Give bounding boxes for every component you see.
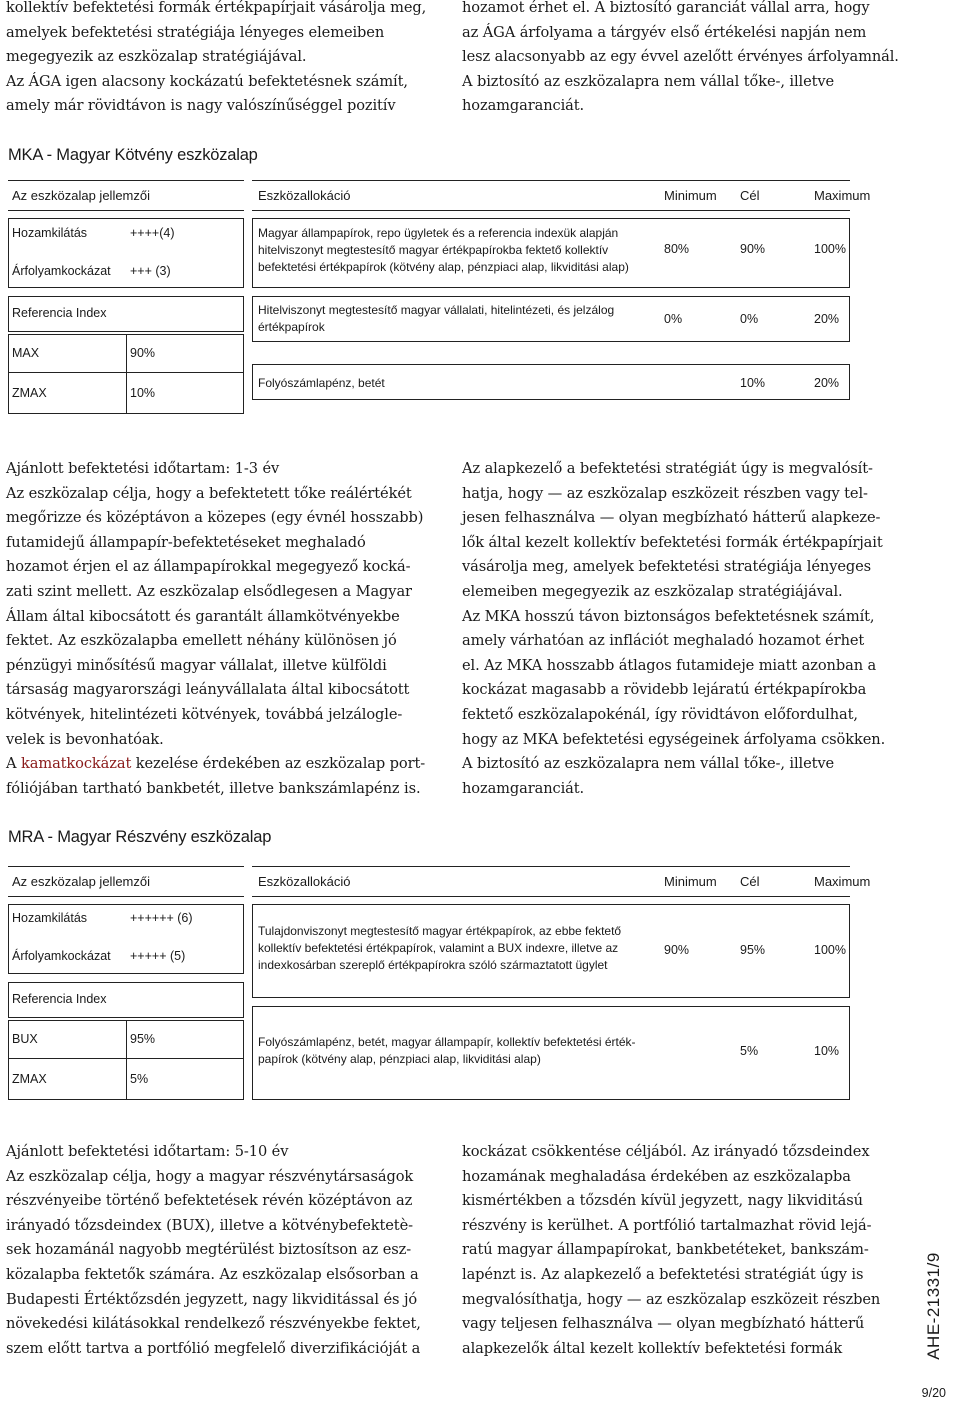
header-rule [252,866,850,867]
allocation-description [258,225,658,276]
text-fragment: kezelése érdekében az eszközalap port- [131,755,426,773]
text-line: pénzügyi minősítésű magyar vállalat, illetve külföldi [6,656,387,674]
allocation-target: 10% [740,376,766,390]
column-divider [126,1020,127,1100]
allocation-min: 0% [664,312,683,326]
text-line: kockázat magasabb a rövidebb lejáratú értékpapírokba [462,681,867,699]
allocation-target: 90% [740,242,766,256]
header-features: Az eszközalap jellemzői [12,874,151,889]
text-line: vagy teljesen felhasználva — olyan megbízható hátterű [462,1315,865,1333]
text-line: lesz alacsonyabb az egy évvel azelőtt érvényes árfolyamnál. [462,48,899,66]
text-line: amelyek befektetési stratégiája lényeges elemeiben [6,23,385,41]
text-line: lők által kezelt kollektív befektetési formák értékpapírjait [462,533,883,551]
text-line: fektető eszközalapokénál, így rövidtávon előfordulhat, [462,705,858,723]
text-line: Állam által kibocsátott és garantált államkötvényekbe [6,607,400,625]
header-rule [8,210,244,211]
text-fragment: A [6,755,21,773]
header-rule [8,866,244,867]
description-line: Hitelviszonyt megtestesítő magyar vállalati, hitelintézeti, és jelzálog [258,303,615,317]
allocation-max: 100% [814,242,846,256]
description-line: indexkosárban szereplő értékpapírokra szóló származtatott ügylet [258,958,608,972]
text-line: hatja, hogy — az eszközalap eszközeit részben vagy tel- [462,484,868,502]
text-line: velek is bevonhatóak. [6,730,164,748]
column-divider [126,334,127,414]
risk-value: +++ (3) [130,264,171,278]
header-rule [252,210,850,211]
text-line: vásárolja meg, amelyek befektetési stratégiája lényeges [462,558,872,576]
text-line: Ajánlott befektetési időtartam: 1-3 év [6,460,280,477]
allocation-target: 5% [740,1044,759,1058]
outlook-label: Hozamkilátás [12,911,88,925]
text-line: kötvények, hitelintézeti kötvények, továbbá jelzálogle- [6,705,403,723]
header-target: Cél [740,874,760,889]
index-name: BUX [12,1032,38,1046]
header-rule [252,180,850,181]
text-line: megegyezik az eszközalap stratégiájával. [6,48,307,66]
text-line: A biztosító az eszközalapra nem vállal tőke-, illetve [462,72,835,90]
description-line: Magyar állampapírok, repo ügyletek és a referencia indexük alapján [258,226,619,240]
description-line: Folyószámlapénz, betét, magyar állampapír, kollektív befektetési érték- [258,1035,636,1049]
text-line: el. Az MKA hosszabb átlagos futamideje miatt azonban a [462,656,877,674]
index-name: ZMAX [12,386,47,400]
text-line: sek hozamánál nagyobb megtérülést biztosítson az esz- [6,1241,412,1259]
outlook-value: ++++(4) [130,226,175,240]
text-line: szem előtt tartva a portfólió megfelelő diverzifikációját a [6,1339,421,1357]
header-target: Cél [740,188,760,203]
text-line: megvalósíthatja, hogy — az eszközalap eszközeit részben [462,1290,881,1308]
text-line [6,752,452,777]
header-min: Minimum [664,188,717,203]
page-number: 9/20 [921,1386,946,1400]
outlook-label: Hozamkilátás [12,226,88,240]
text-line: Az eszközalap célja, hogy a befektetett tőke reálértékét [6,484,412,502]
reference-index-label: Referencia Index [12,306,107,320]
highlighted-term: kamatkockázat [20,755,132,773]
text-line: megőrizze és középtávon a közepes (egy évnél hosszabb) [6,509,424,527]
allocation-max: 100% [814,943,846,957]
row-divider [8,1058,244,1059]
allocation-description [258,375,658,392]
risk-label: Árfolyamkockázat [12,264,111,278]
text-line: hozamgaranciát. [462,97,585,115]
header-rule [8,896,244,897]
description-line: papírok (kötvény alap, pénzpiaci alap, likviditási alap) [258,1052,541,1066]
description-line: Folyószámlapénz, betét [258,376,385,390]
index-weight: 5% [130,1072,149,1086]
mka-left-column [6,457,452,801]
mra-left-column [6,1140,452,1361]
text-line: Az alapkezelő a befektetési stratégiát úgy is megvalósít- [462,460,873,477]
text-line: irányadó tőzsdeindex (BUX), illetve a kötvénybefektetè- [6,1216,413,1234]
index-name: ZMAX [12,1072,47,1086]
header-rule [8,180,244,181]
index-name: MAX [12,346,40,360]
text-line: társaság magyarországi leányvállalata által kibocsátott [6,681,410,699]
text-line: Ajánlott befektetési időtartam: 5-10 év [6,1143,289,1160]
text-line: lapénzt is. Az alapkezelő a befektetési stratégiát úgy is [462,1265,864,1283]
text-line: jesen felhasználva — olyan megbízható hátterű alapkeze- [462,509,881,527]
allocation-description [258,302,658,336]
text-line: elemeiben megegyezik az eszközalap stratégiájával. [462,582,843,600]
outlook-value: ++++++ (6) [130,911,193,925]
description-line: hitelviszonyt megtestesítő magyar értékpapírokba fektető kollektív [258,243,609,257]
header-max: Maximum [814,874,871,889]
text-line: Az MKA hosszú távon biztonságos befektetésnek számít, [462,607,875,625]
allocation-description [258,923,658,974]
top-left-column [6,0,446,119]
text-line: Az eszközalap célja, hogy a magyar részvénytársaságok [6,1167,414,1185]
text-line: hozamgaranciát. [462,779,585,797]
text-line: amely várhatóan az inflációt meghaladó hozamot érhet [462,632,865,650]
description-line: értékpapírok [258,320,325,334]
allocation-max: 20% [814,376,840,390]
text-line: részvényeibe történő befektetések révén középtávon az [6,1192,413,1210]
description-line: kollektív befektetési értékpapírok, valamint a BUX indexre, illetve az [258,941,619,955]
header-allocation: Eszközallokáció [258,188,351,203]
header-rule [252,896,850,897]
reference-index-label: Referencia Index [12,992,107,1006]
description-line: befektetési értékpapírok (kötvény alap, pénzpiaci alap, likviditási alap) [258,260,629,274]
allocation-target: 95% [740,943,766,957]
index-weight: 10% [130,386,156,400]
description-line: Tulajdonviszonyt megtestesítő magyar értékpapírok, az ebbe fektető [258,924,622,938]
risk-label: Árfolyamkockázat [12,949,111,963]
allocation-description [258,1034,658,1068]
text-line: amely már rövidtávon is nagy valószínűséggel pozitív [6,97,396,115]
top-right-column [462,0,942,119]
text-line: fektet. Az eszközalapba emellett néhány különösen jó [6,632,397,650]
text-line: zati szint mellett. Az eszközalap elsődlegesen a Magyar [6,582,412,600]
mka-right-column [462,457,942,801]
allocation-max: 10% [814,1044,840,1058]
mra-right-column [462,1140,902,1361]
header-allocation: Eszközallokáció [258,874,351,889]
index-weight: 95% [130,1032,156,1046]
text-line: hozamának meghaladása érdekében az eszközalapba [462,1167,851,1185]
text-line: növekedési kilátásokkal rendelkező részvényekbe fektet, [6,1315,421,1333]
header-features: Az eszközalap jellemzői [12,188,151,203]
allocation-min: 90% [664,943,690,957]
index-weight: 90% [130,346,156,360]
text-line: közalapba fektetők számára. Az eszközalap elsősorban a [6,1265,419,1283]
text-line: fóliójában tartható bankbetét, illetve bankszámlapénz is. [6,779,421,797]
text-line: hozamot érjen el az állampapírokkal megegyező kocká- [6,558,411,576]
text-line: hogy az MKA befektetési egységeinek árfolyama csökken. [462,730,886,748]
document-code: AHE-21331/9 [924,1252,943,1360]
risk-value: +++++ (5) [130,949,186,963]
mra-section-title: MRA - Magyar Részvény eszközalap [8,828,272,846]
text-line: az ÁGA árfolyama a tárgyév első értékelési napján nem [462,23,867,41]
text-line: ratú magyar állampapírokat, bankbetéteket, bankszám- [462,1241,869,1259]
text-line: alapkezelők által kezelt kollektív befektetési formák [462,1339,843,1357]
text-line: hozamot érhet el. A biztosító garanciát vállal arra, hogy [462,0,870,16]
row-divider [8,372,244,373]
text-line: Budapesti Értéktőzsdén jegyzett, nagy likviditással és jó [6,1290,418,1308]
text-line: futamidejű állampapír-befektetéseket meghaladó [6,533,366,551]
text-line: A biztosító az eszközalapra nem vállal tőke-, illetve [462,755,835,773]
text-line: kismértékben a tőzsdén kívül jegyzett, nagy likviditású [462,1192,863,1210]
allocation-target: 0% [740,312,759,326]
text-line: kockázat csökkentése céljából. Az irányadó tőzsdeindex [462,1143,870,1160]
header-min: Minimum [664,874,717,889]
text-line: kollektív befektetési formák értékpapírjait vásárolja meg, [6,0,427,16]
mka-section-title: MKA - Magyar Kötvény eszközalap [8,146,258,164]
text-line: Az ÁGA igen alacsony kockázatú befektetésnek számít, [6,72,408,90]
allocation-min: 80% [664,242,690,256]
text-line: részvény is kerülhet. A portfólió tartalmazhat rövid lejá- [462,1216,872,1234]
allocation-max: 20% [814,312,840,326]
header-max: Maximum [814,188,871,203]
